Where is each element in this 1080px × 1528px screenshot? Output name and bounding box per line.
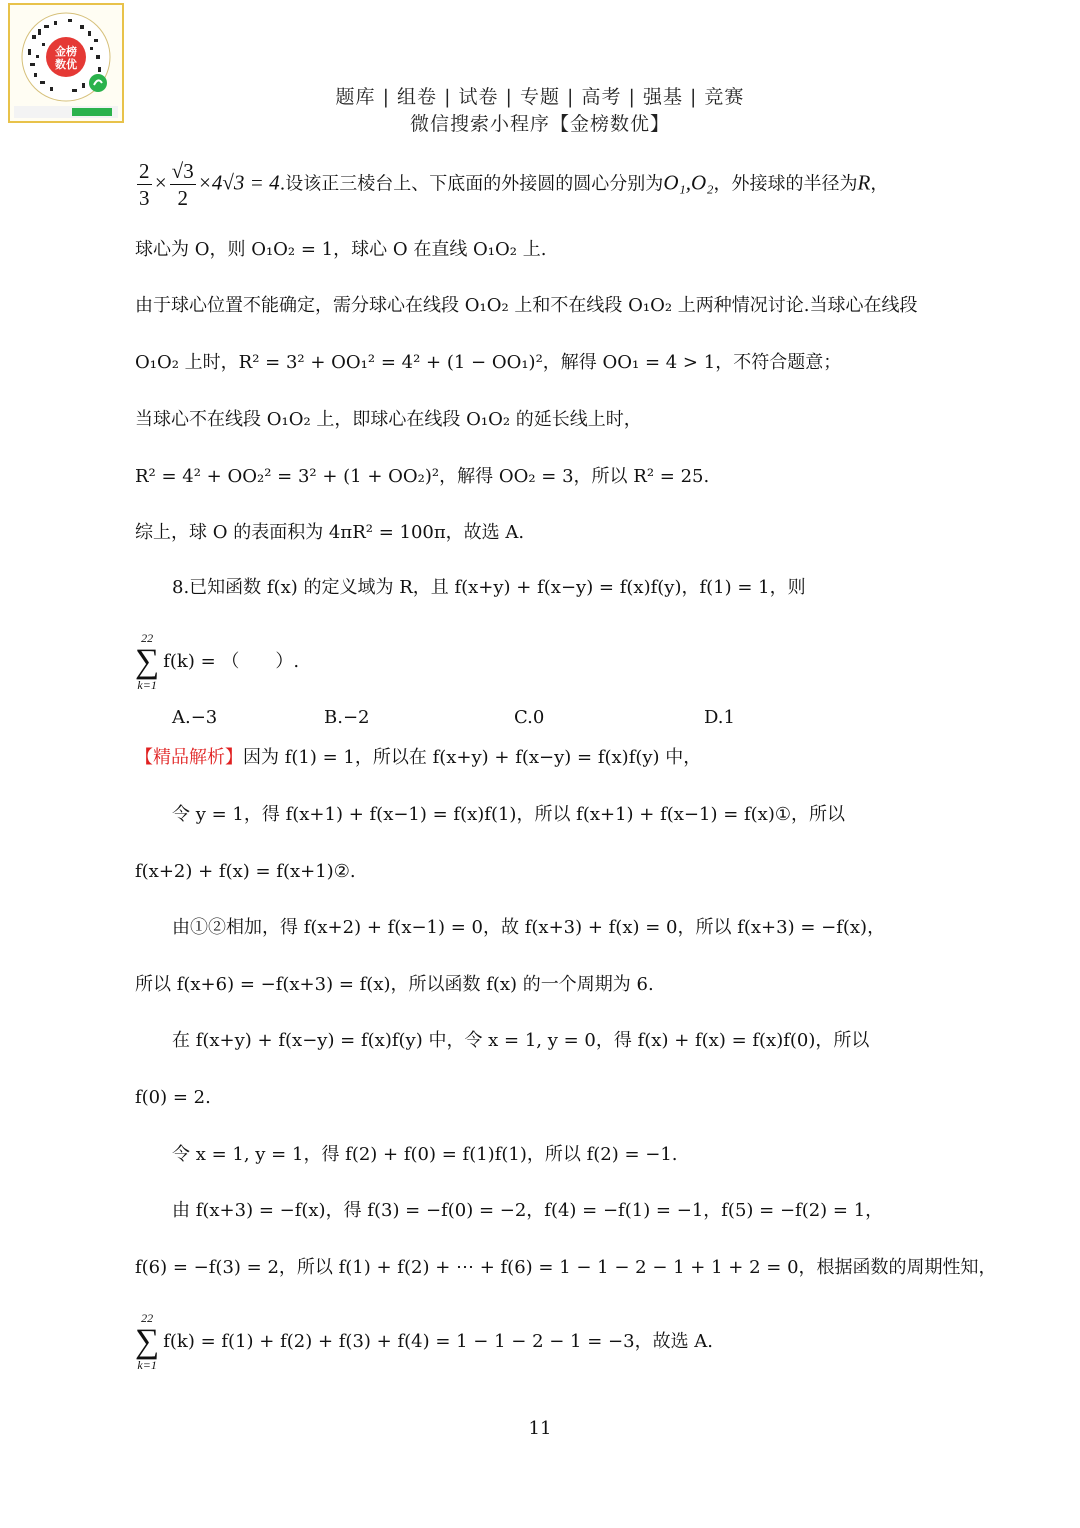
- page-number: 11: [528, 1418, 552, 1439]
- site-subtitle: 微信搜索小程序【金榜数优】: [409, 113, 670, 135]
- solution-line-5: 当球心不在线段 O₁O₂ 上，即球心在线段 O₁O₂ 的延长线上时，: [135, 409, 642, 430]
- analysis-line-3: f(x+2) + f(x) = f(x+1)②.: [135, 861, 356, 882]
- option-c: C.0: [514, 707, 545, 728]
- analysis-line-9: 由 f(x+3) = −f(x)，得 f(3) = −f(0) = −2，f(4) = −f(1) = −1，f(5) = −f(2) = 1，: [172, 1200, 884, 1221]
- site-nav-links: 题库 | 组卷 | 试卷 | 专题 | 高考 | 强基 | 竞赛: [335, 86, 745, 108]
- analysis-line-1: 【精品解析】因为 f(1) = 1，所以在 f(x+y) + f(x−y) = f(x)f(y) 中，: [135, 747, 702, 768]
- question-8-sum: 22 ∑ k=1 f(k) = （ ）.: [135, 631, 300, 692]
- option-a: A.−3: [172, 707, 218, 728]
- analysis-line-6: 在 f(x+y) + f(x−y) = f(x)f(y) 中，令 x = 1, y = 0，得 f(x) + f(x) = f(x)f(0)，所以: [172, 1030, 870, 1051]
- analysis-line-11: 22 ∑ k=1 f(k) = f(1) + f(2) + f(3) + f(4) = 1 − 1 − 2 − 1 = −3，故选 A.: [135, 1311, 714, 1372]
- fraction-two-thirds: $\frac{2}{3}$: [139, 159, 150, 210]
- fraction-root3-over-2: $\frac{√3}{2}$: [171, 159, 194, 210]
- summation-symbol: 22 ∑ k=1: [135, 631, 160, 692]
- svg-text:金榜: 金榜: [55, 45, 77, 58]
- option-d: D.1: [704, 707, 735, 728]
- analysis-tag: 【精品解析】: [135, 747, 243, 768]
- summation-symbol: 22 ∑ k=1: [135, 1311, 160, 1372]
- option-b: B.−2: [324, 707, 370, 728]
- question-8-stem: 8.已知函数 f(x) 的定义域为 R，且 f(x+y) + f(x−y) = f(x)f(y)，f(1) = 1，则: [172, 577, 806, 598]
- solution-line-3: 由于球心位置不能确定，需分球心在线段 O₁O₂ 上和不在线段 O₁O₂ 上两种情况讨论.当球心在线段: [135, 295, 918, 316]
- solution-line-7: 综上，球 O 的表面积为 4πR² = 100π，故选 A.: [135, 522, 525, 543]
- solution-line-6: R² = 4² + OO₂² = 3² + (1 + OO₂)²，解得 OO₂ = 3，所以 R² = 25.: [135, 466, 710, 487]
- svg-text:数优: 数优: [55, 58, 77, 71]
- analysis-line-5: 所以 f(x+6) = −f(x+3) = f(x)，所以函数 f(x) 的一个周期为 6.: [135, 974, 654, 995]
- analysis-line-4: 由①②相加，得 f(x+2) + f(x−1) = 0，故 f(x+3) + f(x) = 0，所以 f(x+3) = −f(x)，: [172, 917, 886, 938]
- analysis-line-8: 令 x = 1, y = 1，得 f(2) + f(0) = f(1)f(1)，所以 f(2) = −1.: [172, 1144, 678, 1165]
- analysis-line-10: f(6) = −f(3) = 2，所以 f(1) + f(2) + ⋯ + f(6) = 1 − 1 − 2 − 1 + 1 + 2 = 0，根据函数的周期性知，: [135, 1257, 997, 1278]
- solution-line-1: $\frac{2}{3}$ × $\frac{√3}{2}$ ×4√3 = 4.设该正三棱台上、下底面的外接圆的圆心分别为O₁,O₂，外接球的半径为R，: [139, 159, 889, 210]
- solution-line-2: 球心为 O，则 O₁O₂ = 1，球心 O 在直线 O₁O₂ 上.: [135, 239, 547, 260]
- solution-line-4: O₁O₂ 上时，R² = 3² + OO₁² = 4² + (1 − OO₁)²，解得 OO₁ = 4 > 1，不符合题意；: [135, 352, 842, 373]
- analysis-line-2: 令 y = 1，得 f(x+1) + f(x−1) = f(x)f(1)，所以 f(x+1) + f(x−1) = f(x)①，所以: [172, 804, 845, 825]
- analysis-line-7: f(0) = 2.: [135, 1087, 211, 1108]
